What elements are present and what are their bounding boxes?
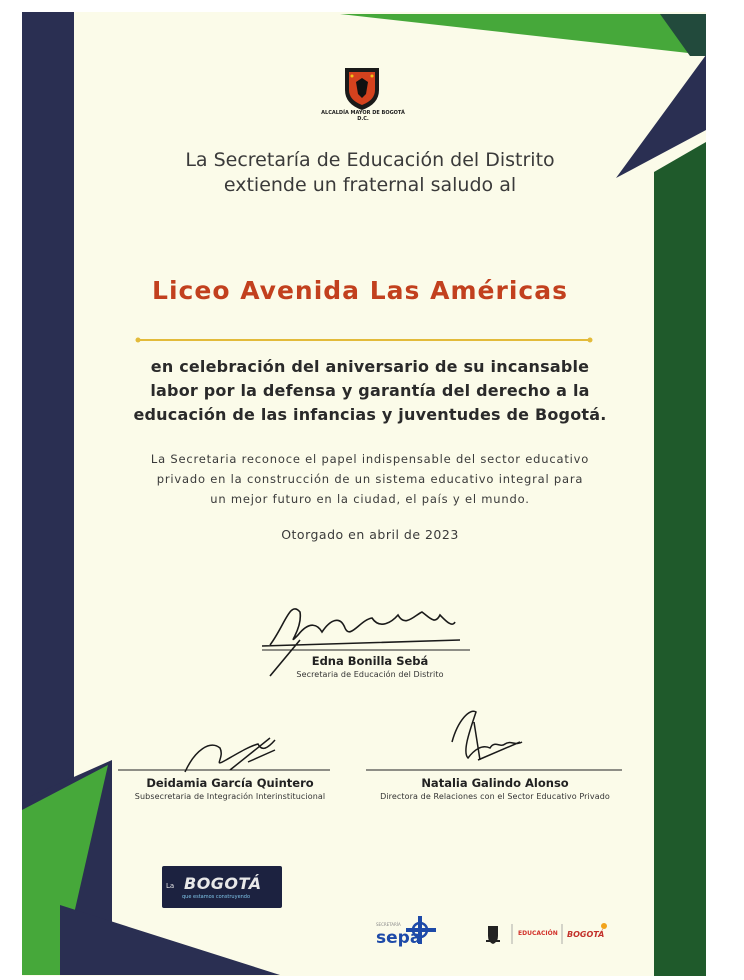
- honoree-name: Liceo Avenida Las Américas: [152, 276, 568, 305]
- celebration-line-3: educación de las infancias y juventudes de Bogotá.: [133, 405, 607, 424]
- celebration-line-2: labor por la defensa y garantía del derecho a la: [150, 381, 590, 400]
- right-green-bar: [654, 142, 706, 976]
- recognition-line-1: La Secretaria reconoce el papel indispensable del sector educativo: [150, 452, 590, 466]
- bogota-badge-word: BOGOTÁ: [184, 874, 262, 893]
- divider-dot-right: [588, 338, 593, 343]
- education-logo: EDUCACIÓN: [518, 930, 558, 937]
- bogota-logo: BOGOTÁ: [567, 930, 605, 939]
- celebration-line-1: en celebración del aniversario de su incansable: [150, 357, 590, 376]
- signatory-name-1: Edna Bonilla Sebá: [311, 654, 429, 668]
- district-seal-icon: [486, 926, 500, 944]
- award-date: Otorgado en abril de 2023: [281, 527, 459, 542]
- sepa-logo: sepa: [376, 928, 422, 948]
- signatory-name-2: Deidamia García Quintero: [146, 776, 314, 790]
- bogota-badge-tagline: que estamos construyendo: [182, 894, 251, 900]
- intro-line-2: extiende un fraternal saludo al: [223, 174, 517, 196]
- signatory-name-3: Natalia Galindo Alonso: [421, 776, 569, 790]
- recognition-line-3: un mejor futuro en la ciudad, el país y el mundo.: [210, 492, 530, 506]
- divider-dot-left: [136, 338, 141, 343]
- recognition-text: [105, 449, 635, 509]
- signatory-role-2: Subsecretaria de Integración Interinstitucional: [134, 792, 326, 801]
- recognition-line-2: privado en la construcción de un sistema educativo integral para: [156, 472, 584, 486]
- bogota-badge-prefix: La: [166, 882, 175, 890]
- sepa-caption: SECRETARÍA: [376, 922, 401, 927]
- celebration-text: [100, 355, 640, 427]
- bogota-sun-icon: [601, 923, 607, 929]
- signatory-role-3: Directora de Relaciones con el Sector Educativo Privado: [380, 792, 610, 801]
- logo-caption: ALCALDÍA MAYOR DE BOGOTÁ D.C.: [321, 110, 405, 122]
- intro-line-1: La Secretaría de Educación del Distrito: [185, 149, 555, 171]
- intro-text: [120, 148, 620, 198]
- signatory-role-1: Secretaria de Educación del Distrito: [296, 670, 444, 679]
